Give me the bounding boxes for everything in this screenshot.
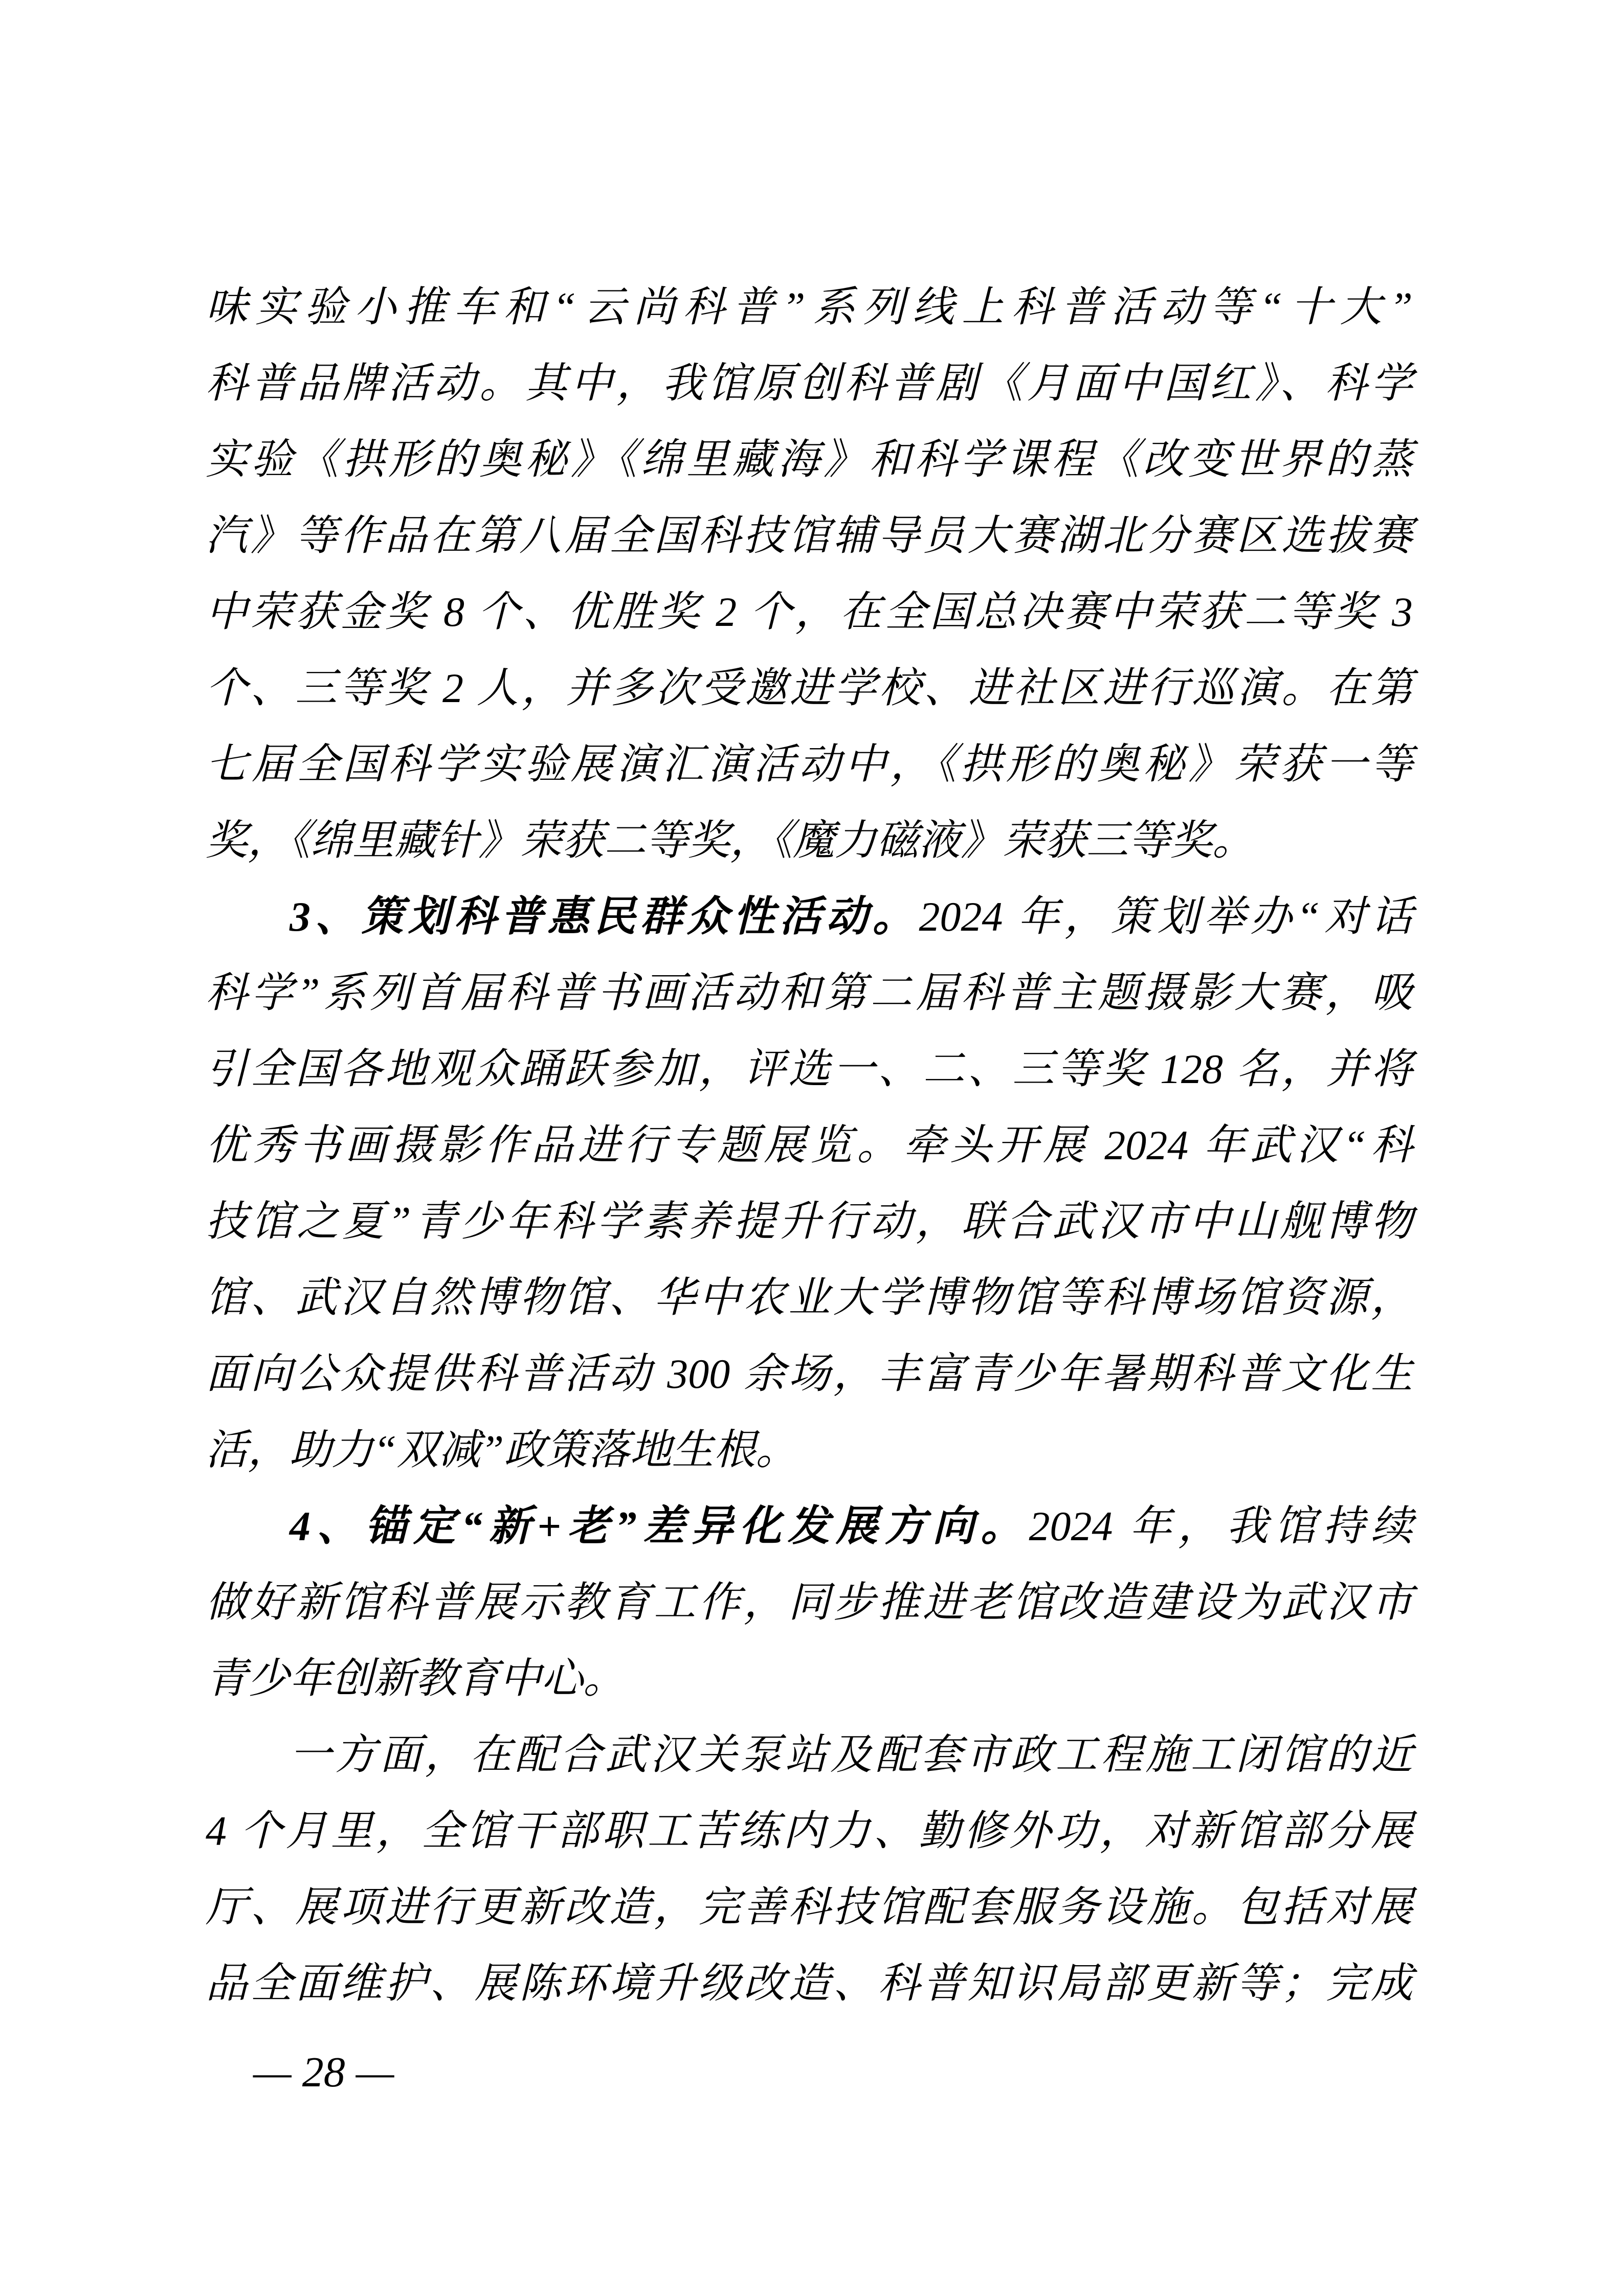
text-line [206, 726, 1413, 802]
line-text: 2024 年，策划举办“对话 [919, 893, 1413, 940]
text-line [206, 879, 1413, 955]
line-text: 厅、展项进行更新改造，完善科技馆配套服务设施。包括对展 [206, 1884, 1413, 1930]
line-text: 一方面，在配合武汉关泵站及配套市政工程施工闭馆的近 [290, 1731, 1413, 1778]
line-text: 品全面维护、展陈环境升级改造、科普知识局部更新等；完成 [206, 1960, 1413, 2007]
line-text: 青少年创新教育中心。 [206, 1655, 625, 1702]
text-line [206, 1564, 1413, 1640]
text-line [206, 955, 1413, 1031]
text-line [206, 1793, 1413, 1869]
line-text: 中荣获金奖 8 个、优胜奖 2 个，在全国总决赛中荣获二等奖 3 [206, 589, 1413, 635]
text-line [206, 1640, 1413, 1717]
body-text [206, 269, 1413, 2021]
text-line [206, 1183, 1413, 1259]
page-number: — 28 — [253, 2049, 394, 2096]
line-text: 科普品牌活动。其中，我馆原创科普剧《月面中国红》、科学 [206, 360, 1413, 407]
text-line [206, 1031, 1413, 1107]
text-line [206, 650, 1413, 726]
text-line [206, 574, 1413, 650]
text-line [206, 802, 1413, 879]
line-text: 优秀书画摄影作品进行专题展览。牵头开展 2024 年武汉“科 [206, 1122, 1413, 1168]
line-text: 引全国各地观众踊跃参加，评选一、二、三等奖 128 名，并将 [206, 1046, 1413, 1092]
text-line [206, 1336, 1413, 1412]
text-line [206, 1717, 1413, 1793]
line-text: 汽》等作品在第八届全国科技馆辅导员大赛湖北分赛区选拔赛 [206, 512, 1413, 559]
bold-lead-text: 4、锚定“新+老”差异化发展方向。 [290, 1503, 1029, 1549]
line-text: 做好新馆科普展示教育工作，同步推进老馆改造建设为武汉市 [206, 1579, 1413, 1626]
text-line [206, 498, 1413, 574]
line-text: 馆、武汉自然博物馆、华中农业大学博物馆等科博场馆资源， [206, 1274, 1413, 1321]
line-text: 七届全国科学实验展演汇演活动中，《拱形的奥秘》荣获一等 [206, 741, 1413, 787]
text-line [206, 1488, 1413, 1564]
line-text: 科学”系列首届科普书画活动和第二届科普主题摄影大赛，吸 [206, 970, 1413, 1016]
line-text: 面向公众提供科普活动 300 余场，丰富青少年暑期科普文化生 [206, 1350, 1413, 1397]
line-text: 奖，《绵里藏针》荣获二等奖，《魔力磁液》荣获三等奖。 [206, 817, 1254, 864]
text-line [206, 269, 1413, 345]
line-text: 实验《拱形的奥秘》《绵里藏海》和科学课程《改变世界的蒸 [206, 436, 1413, 483]
line-text: 味实验小推车和“云尚科普”系列线上科普活动等“十大” [206, 284, 1413, 330]
line-text: 2024 年，我馆持续 [1029, 1503, 1413, 1549]
text-line [206, 1945, 1413, 2021]
bold-lead-text: 3、策划科普惠民群众性活动。 [290, 893, 919, 940]
line-text: 个、三等奖 2 人，并多次受邀进学校、进社区进行巡演。在第 [206, 665, 1413, 711]
text-line [206, 345, 1413, 421]
text-line [206, 1259, 1413, 1336]
text-line [206, 1107, 1413, 1183]
line-text: 活，助力“双减”政策落地生根。 [206, 1427, 798, 1473]
text-line [206, 421, 1413, 498]
line-text: 4 个月里，全馆干部职工苦练内力、勤修外功，对新馆部分展 [206, 1808, 1413, 1854]
line-text: 技馆之夏”青少年科学素养提升行动，联合武汉市中山舰博物 [206, 1198, 1413, 1245]
text-line [206, 1869, 1413, 1945]
text-line [206, 1412, 1413, 1488]
